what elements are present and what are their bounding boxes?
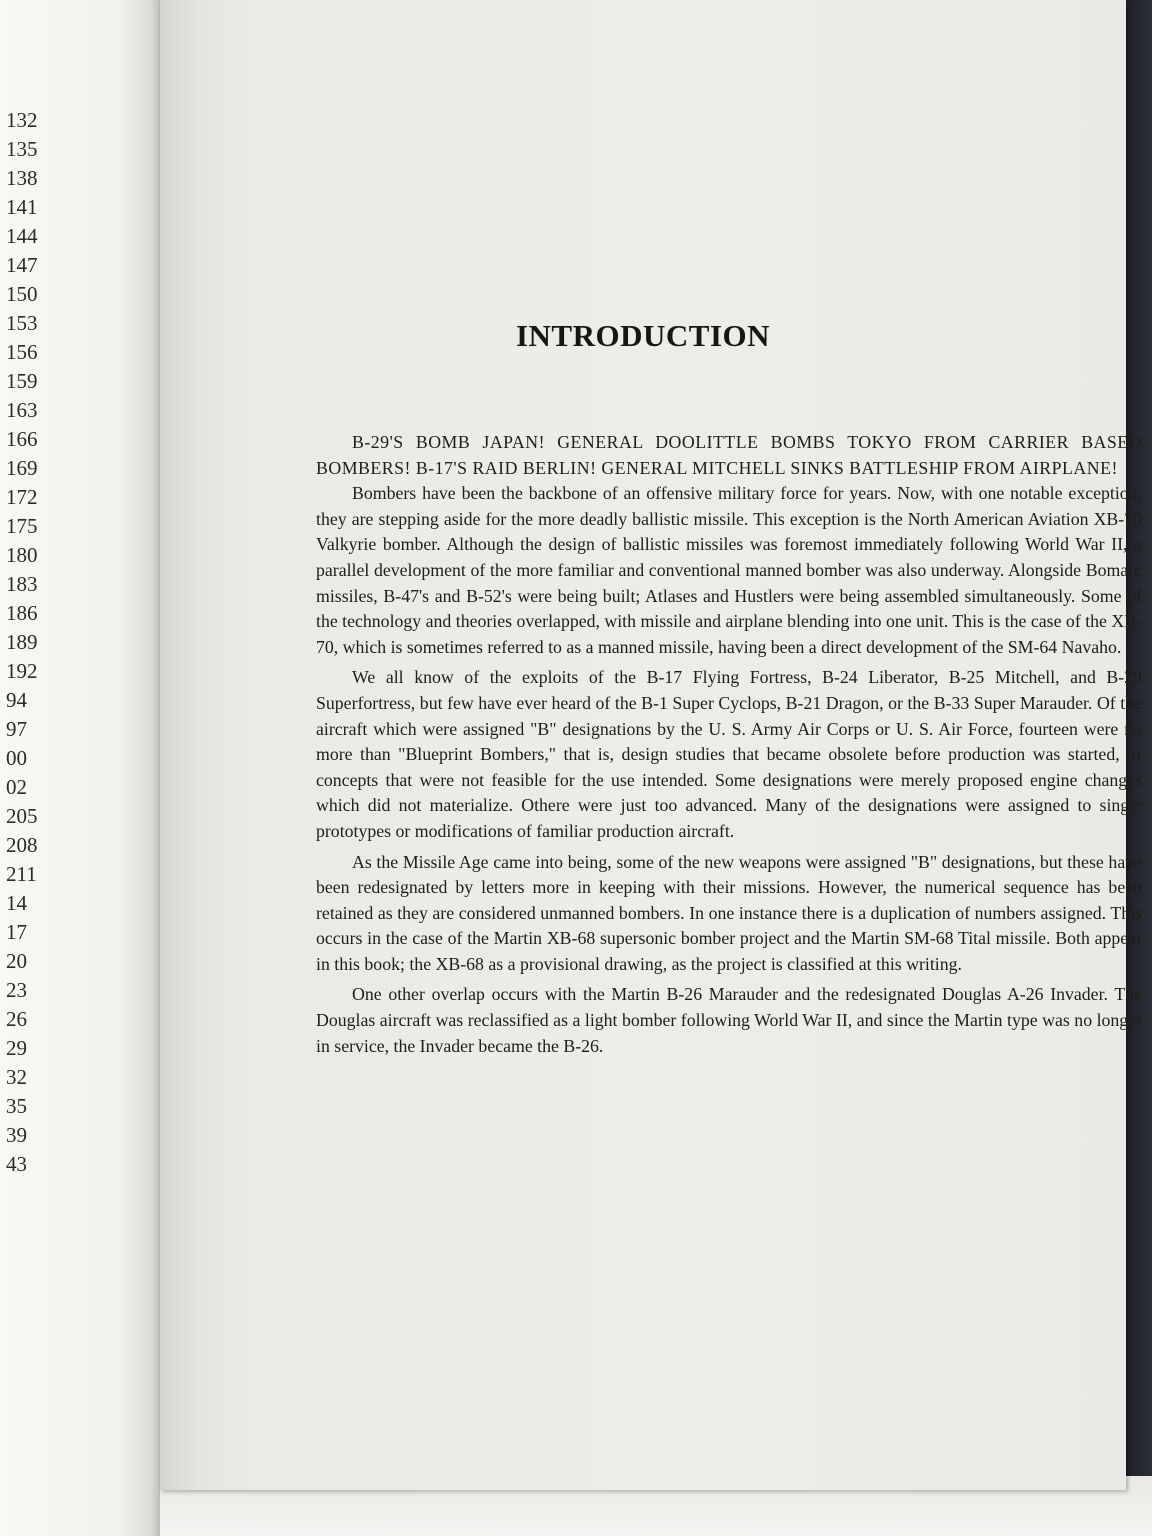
page-number: 183 (6, 572, 38, 596)
page-number: 26 (6, 1007, 27, 1031)
page-number: 159 (6, 369, 38, 393)
page-number: 163 (6, 398, 38, 422)
page-number: 20 (6, 949, 27, 973)
page-number: 175 (6, 514, 38, 538)
page-number: 141 (6, 195, 38, 219)
page-number: 156 (6, 340, 38, 364)
page-number: 153 (6, 311, 38, 335)
page-number: 144 (6, 224, 38, 248)
body-paragraph: Bombers have been the backbone of an offensive military force for years. Now, with one notable exception, they are stepping aside for the more deadly ballistic missile. This exception is the North American Aviation XB-70 Valkyrie bomber. Although the design of ballistic missiles was foremost immediately following World War II, a parallel development of the more familiar and conventional manned bomber was also underway. Alongside Bomarc missiles, B-47's and B-52's were being built; Atlases and Hustlers were being assembled simultaneously. Some of the technology and theories overlapped, with missile and airplane blending into one unit. This is the case of the XB-70, which is sometimes referred to as a manned missile, having been a direct development of the SM-64 Navaho. (316, 483, 1142, 657)
body-paragraph: As the Missile Age came into being, some of the new weapons were assigned "B" designations, but these have been redesignated by letters more in keeping with their missions. However, the numerical sequence has been retained as they are considered unmanned bombers. In one instance there is a duplication of numbers assigned. This occurs in the case of the Martin XB-68 supersonic bomber project and the Martin SM-68 Tital missile. Both appear in this book; the XB-68 as a provisional drawing, as the project is classified at this writing. (316, 851, 1142, 974)
page-number: 208 (6, 833, 38, 857)
page-number-list (0, 106, 38, 1179)
body-paragraph: We all know of the exploits of the B-17 Flying Fortress, B-24 Liberator, B-25 Mitchell, and B-29 Superfortress, but few have ever heard of the B-1 Super Cyclops, B-21 Dragon, or the B-33 Super Marauder. Of the aircraft which were assigned "B" designations by the U. S. Army Air Corps or U. S. Air Force, fourteen were no more than "Blueprint Bombers," that is, design studies that became obsolete before production was started, or concepts that were not feasible for the use intended. Some designations were merely proposed engine changes which did not materialize. Othere were just too advanced. Many of the designations were assigned to single prototypes or modifications of familiar production aircraft. (316, 667, 1142, 841)
page-number: 150 (6, 282, 38, 306)
page-number: 35 (6, 1094, 27, 1118)
page-number: 172 (6, 485, 38, 509)
page-number: 23 (6, 978, 27, 1002)
page-number: 14 (6, 891, 27, 915)
page-number: 132 (6, 108, 38, 132)
page-number: 192 (6, 659, 38, 683)
page-number: 186 (6, 601, 38, 625)
page-number: 39 (6, 1123, 27, 1147)
page-number: 32 (6, 1065, 27, 1089)
page-number: 17 (6, 920, 27, 944)
right-page (160, 0, 1142, 1490)
page-title: INTRODUCTION (515, 318, 771, 353)
page-number: 169 (6, 456, 38, 480)
page-number: 205 (6, 804, 38, 828)
page-number: 97 (6, 717, 27, 741)
page-number: 147 (6, 253, 38, 277)
page-number: 94 (6, 688, 27, 712)
page-number: 211 (6, 862, 37, 886)
page-number: 166 (6, 427, 38, 451)
page-number: 135 (6, 137, 38, 161)
body-paragraph: One other overlap occurs with the Martin B-26 Marauder and the redesignated Douglas A-26 Invader. The Douglas aircraft was reclassified as a light bomber following World War II, and since the Martin type was no longer in service, the Invader became the B-26. (316, 984, 1142, 1056)
body-text (316, 430, 1142, 1059)
headline-paragraph: B-29'S BOMB JAPAN! GENERAL DOOLITTLE BOMBS TOKYO FROM CARRIER BASED BOMBERS! B-17'S RAID BERLIN! GENERAL MITCHELL SINKS BATTLESHIP FROM AIRPLANE! (316, 432, 1142, 478)
left-page (0, 0, 172, 1536)
page-number: 00 (6, 746, 27, 770)
page-number: 189 (6, 630, 38, 654)
page-number: 29 (6, 1036, 27, 1060)
page-number: 138 (6, 166, 38, 190)
page-number: 02 (6, 775, 27, 799)
page-number: 43 (6, 1152, 27, 1176)
page-number: 180 (6, 543, 38, 567)
